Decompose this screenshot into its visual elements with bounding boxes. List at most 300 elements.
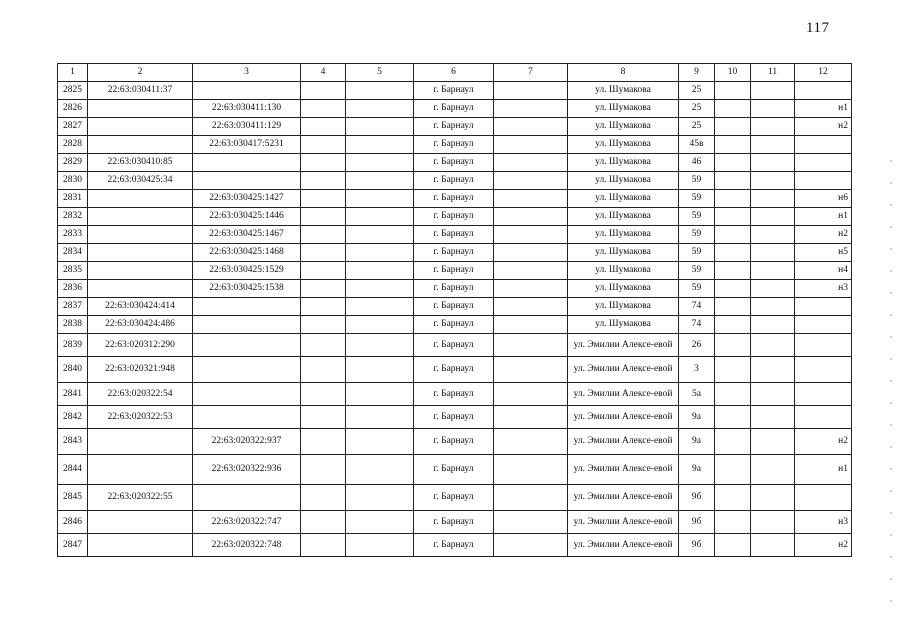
cadastral-number-cell	[88, 226, 193, 244]
empty-cell	[494, 190, 568, 208]
row-number-cell: 2832	[58, 208, 88, 226]
empty-cell	[715, 511, 751, 534]
empty-cell	[715, 383, 751, 406]
row-number-cell: 2828	[58, 136, 88, 154]
house-number-cell: 9б	[679, 511, 715, 534]
row-number-cell: 2840	[58, 357, 88, 383]
table-row	[58, 190, 852, 208]
cadastral-number-cell: 22:63:020322:53	[88, 406, 193, 429]
house-number-cell: 25	[679, 82, 715, 100]
house-number-cell: 25	[679, 118, 715, 136]
cadastral-number-premises-cell	[193, 298, 301, 316]
street-cell: ул. Шумакова	[568, 82, 679, 100]
cadastral-number-cell	[88, 455, 193, 485]
table-row	[58, 511, 852, 534]
registry-table	[57, 63, 852, 557]
cadastral-number-premises-cell	[193, 406, 301, 429]
empty-cell	[494, 429, 568, 455]
empty-cell	[715, 172, 751, 190]
header-row	[58, 64, 852, 82]
empty-cell	[751, 190, 795, 208]
street-cell: ул. Шумакова	[568, 226, 679, 244]
street-cell: ул. Шумакова	[568, 280, 679, 298]
empty-cell	[301, 298, 346, 316]
empty-cell	[751, 280, 795, 298]
premises-number-cell: н1	[795, 208, 852, 226]
cadastral-number-premises-cell: 22:63:030425:1529	[193, 262, 301, 280]
empty-cell	[301, 154, 346, 172]
premises-number-cell	[795, 357, 852, 383]
column-header: 1	[58, 64, 88, 82]
cadastral-number-premises-cell	[193, 82, 301, 100]
cadastral-number-premises-cell: 22:63:020322:748	[193, 534, 301, 557]
premises-number-cell: н5	[795, 244, 852, 262]
empty-cell	[301, 244, 346, 262]
cadastral-number-premises-cell	[193, 154, 301, 172]
table-row	[58, 334, 852, 357]
house-number-cell: 25	[679, 100, 715, 118]
cadastral-number-premises-cell: 22:63:030417:5231	[193, 136, 301, 154]
empty-cell	[346, 357, 414, 383]
row-number-cell: 2846	[58, 511, 88, 534]
empty-cell	[301, 334, 346, 357]
cadastral-number-premises-cell: 22:63:020322:747	[193, 511, 301, 534]
street-cell: ул. Эмилии Алексе-евой	[568, 511, 679, 534]
street-cell: ул. Эмилии Алексе-евой	[568, 406, 679, 429]
premises-number-cell: н2	[795, 534, 852, 557]
cadastral-number-cell	[88, 511, 193, 534]
empty-cell	[301, 316, 346, 334]
cadastral-number-cell	[88, 190, 193, 208]
table-row	[58, 316, 852, 334]
premises-number-cell: н3	[795, 511, 852, 534]
locality-cell: г. Барнаул	[414, 244, 494, 262]
cadastral-number-cell: 22:63:020322:55	[88, 485, 193, 511]
premises-number-cell	[795, 334, 852, 357]
house-number-cell: 9а	[679, 429, 715, 455]
empty-cell	[751, 534, 795, 557]
cadastral-number-premises-cell	[193, 334, 301, 357]
house-number-cell: 59	[679, 280, 715, 298]
empty-cell	[715, 334, 751, 357]
empty-cell	[494, 455, 568, 485]
house-number-cell: 59	[679, 190, 715, 208]
empty-cell	[346, 118, 414, 136]
premises-number-cell: н3	[795, 280, 852, 298]
cadastral-number-premises-cell	[193, 383, 301, 406]
empty-cell	[751, 298, 795, 316]
empty-cell	[715, 280, 751, 298]
cadastral-number-premises-cell: 22:63:020322:937	[193, 429, 301, 455]
locality-cell: г. Барнаул	[414, 298, 494, 316]
empty-cell	[346, 172, 414, 190]
empty-cell	[494, 262, 568, 280]
empty-cell	[751, 82, 795, 100]
row-number-cell: 2839	[58, 334, 88, 357]
empty-cell	[715, 316, 751, 334]
cadastral-number-cell: 22:63:030410:85	[88, 154, 193, 172]
locality-cell: г. Барнаул	[414, 208, 494, 226]
empty-cell	[751, 429, 795, 455]
table-body	[58, 82, 852, 557]
cadastral-number-cell: 22:63:030425:34	[88, 172, 193, 190]
street-cell: ул. Эмилии Алексе-евой	[568, 455, 679, 485]
street-cell: ул. Эмилии Алексе-евой	[568, 534, 679, 557]
house-number-cell: 5а	[679, 383, 715, 406]
row-number-cell: 2831	[58, 190, 88, 208]
house-number-cell: 59	[679, 208, 715, 226]
cadastral-number-premises-cell: 22:63:030425:1468	[193, 244, 301, 262]
empty-cell	[346, 280, 414, 298]
empty-cell	[751, 316, 795, 334]
house-number-cell: 74	[679, 316, 715, 334]
empty-cell	[494, 208, 568, 226]
empty-cell	[494, 406, 568, 429]
row-number-cell: 2834	[58, 244, 88, 262]
locality-cell: г. Барнаул	[414, 357, 494, 383]
empty-cell	[494, 118, 568, 136]
premises-number-cell	[795, 485, 852, 511]
house-number-cell: 59	[679, 262, 715, 280]
locality-cell: г. Барнаул	[414, 455, 494, 485]
page-number: 117	[806, 20, 830, 36]
column-header: 6	[414, 64, 494, 82]
row-number-cell: 2830	[58, 172, 88, 190]
cadastral-number-premises-cell	[193, 357, 301, 383]
column-header: 7	[494, 64, 568, 82]
empty-cell	[494, 334, 568, 357]
scan-margin-marks	[889, 150, 893, 620]
premises-number-cell	[795, 406, 852, 429]
empty-cell	[346, 244, 414, 262]
empty-cell	[494, 136, 568, 154]
row-number-cell: 2841	[58, 383, 88, 406]
house-number-cell: 46	[679, 154, 715, 172]
cadastral-number-cell: 22:63:020312:290	[88, 334, 193, 357]
table-row	[58, 262, 852, 280]
table-row	[58, 172, 852, 190]
street-cell: ул. Шумакова	[568, 190, 679, 208]
house-number-cell: 3	[679, 357, 715, 383]
street-cell: ул. Шумакова	[568, 136, 679, 154]
locality-cell: г. Барнаул	[414, 406, 494, 429]
cadastral-number-cell	[88, 100, 193, 118]
row-number-cell: 2829	[58, 154, 88, 172]
table-row	[58, 82, 852, 100]
empty-cell	[346, 226, 414, 244]
premises-number-cell: н2	[795, 429, 852, 455]
house-number-cell: 59	[679, 244, 715, 262]
table-row	[58, 208, 852, 226]
street-cell: ул. Эмилии Алексе-евой	[568, 383, 679, 406]
column-header: 5	[346, 64, 414, 82]
premises-number-cell: н2	[795, 226, 852, 244]
empty-cell	[301, 118, 346, 136]
empty-cell	[494, 357, 568, 383]
locality-cell: г. Барнаул	[414, 154, 494, 172]
cadastral-number-cell	[88, 262, 193, 280]
house-number-cell: 59	[679, 226, 715, 244]
cadastral-number-cell: 22:63:020321:948	[88, 357, 193, 383]
locality-cell: г. Барнаул	[414, 280, 494, 298]
empty-cell	[301, 100, 346, 118]
house-number-cell: 9б	[679, 534, 715, 557]
empty-cell	[494, 485, 568, 511]
row-number-cell: 2836	[58, 280, 88, 298]
empty-cell	[301, 82, 346, 100]
cadastral-number-premises-cell: 22:63:020322:936	[193, 455, 301, 485]
empty-cell	[715, 429, 751, 455]
premises-number-cell	[795, 316, 852, 334]
empty-cell	[301, 485, 346, 511]
street-cell: ул. Шумакова	[568, 298, 679, 316]
empty-cell	[301, 280, 346, 298]
cadastral-number-premises-cell: 22:63:030425:1467	[193, 226, 301, 244]
house-number-cell: 74	[679, 298, 715, 316]
premises-number-cell	[795, 172, 852, 190]
table-row	[58, 429, 852, 455]
row-number-cell: 2835	[58, 262, 88, 280]
table-row	[58, 118, 852, 136]
locality-cell: г. Барнаул	[414, 226, 494, 244]
table-row	[58, 154, 852, 172]
street-cell: ул. Шумакова	[568, 316, 679, 334]
cadastral-number-premises-cell: 22:63:030425:1538	[193, 280, 301, 298]
premises-number-cell: н2	[795, 118, 852, 136]
street-cell: ул. Шумакова	[568, 208, 679, 226]
empty-cell	[715, 100, 751, 118]
empty-cell	[751, 334, 795, 357]
empty-cell	[715, 208, 751, 226]
empty-cell	[751, 485, 795, 511]
cadastral-number-premises-cell: 22:63:030411:130	[193, 100, 301, 118]
locality-cell: г. Барнаул	[414, 383, 494, 406]
cadastral-number-cell	[88, 136, 193, 154]
table-row	[58, 298, 852, 316]
empty-cell	[715, 406, 751, 429]
house-number-cell: 45в	[679, 136, 715, 154]
empty-cell	[301, 136, 346, 154]
cadastral-number-cell: 22:63:020322:54	[88, 383, 193, 406]
locality-cell: г. Барнаул	[414, 100, 494, 118]
locality-cell: г. Барнаул	[414, 429, 494, 455]
locality-cell: г. Барнаул	[414, 511, 494, 534]
empty-cell	[301, 172, 346, 190]
street-cell: ул. Шумакова	[568, 118, 679, 136]
street-cell: ул. Эмилии Алексе-евой	[568, 485, 679, 511]
empty-cell	[751, 383, 795, 406]
cadastral-number-premises-cell	[193, 316, 301, 334]
empty-cell	[751, 226, 795, 244]
premises-number-cell: н1	[795, 455, 852, 485]
empty-cell	[715, 118, 751, 136]
cadastral-number-premises-cell: 22:63:030425:1427	[193, 190, 301, 208]
empty-cell	[346, 262, 414, 280]
empty-cell	[346, 82, 414, 100]
empty-cell	[751, 357, 795, 383]
empty-cell	[751, 136, 795, 154]
locality-cell: г. Барнаул	[414, 485, 494, 511]
locality-cell: г. Барнаул	[414, 118, 494, 136]
empty-cell	[494, 511, 568, 534]
empty-cell	[346, 406, 414, 429]
empty-cell	[494, 82, 568, 100]
locality-cell: г. Барнаул	[414, 190, 494, 208]
empty-cell	[715, 455, 751, 485]
empty-cell	[494, 154, 568, 172]
empty-cell	[751, 118, 795, 136]
street-cell: ул. Эмилии Алексе-евой	[568, 357, 679, 383]
column-header: 2	[88, 64, 193, 82]
empty-cell	[751, 455, 795, 485]
empty-cell	[494, 244, 568, 262]
empty-cell	[715, 485, 751, 511]
house-number-cell: 59	[679, 172, 715, 190]
table-row	[58, 100, 852, 118]
column-header: 9	[679, 64, 715, 82]
empty-cell	[346, 429, 414, 455]
row-number-cell: 2837	[58, 298, 88, 316]
column-header: 10	[715, 64, 751, 82]
premises-number-cell	[795, 136, 852, 154]
cadastral-number-cell	[88, 534, 193, 557]
empty-cell	[751, 262, 795, 280]
table-row	[58, 244, 852, 262]
empty-cell	[751, 511, 795, 534]
column-header: 4	[301, 64, 346, 82]
empty-cell	[301, 406, 346, 429]
row-number-cell: 2844	[58, 455, 88, 485]
locality-cell: г. Барнаул	[414, 316, 494, 334]
column-header: 8	[568, 64, 679, 82]
empty-cell	[751, 406, 795, 429]
house-number-cell: 26	[679, 334, 715, 357]
empty-cell	[346, 208, 414, 226]
empty-cell	[715, 534, 751, 557]
empty-cell	[301, 190, 346, 208]
column-header: 11	[751, 64, 795, 82]
column-header: 3	[193, 64, 301, 82]
row-number-cell: 2842	[58, 406, 88, 429]
cadastral-number-premises-cell: 22:63:030425:1446	[193, 208, 301, 226]
empty-cell	[346, 100, 414, 118]
table-row	[58, 226, 852, 244]
street-cell: ул. Шумакова	[568, 100, 679, 118]
cadastral-number-cell: 22:63:030424:486	[88, 316, 193, 334]
empty-cell	[301, 208, 346, 226]
house-number-cell: 9а	[679, 455, 715, 485]
street-cell: ул. Шумакова	[568, 262, 679, 280]
table-row	[58, 455, 852, 485]
empty-cell	[494, 316, 568, 334]
empty-cell	[301, 357, 346, 383]
table-row	[58, 383, 852, 406]
empty-cell	[346, 334, 414, 357]
premises-number-cell: н6	[795, 190, 852, 208]
empty-cell	[751, 208, 795, 226]
empty-cell	[715, 298, 751, 316]
locality-cell: г. Барнаул	[414, 534, 494, 557]
empty-cell	[715, 357, 751, 383]
empty-cell	[494, 534, 568, 557]
empty-cell	[346, 534, 414, 557]
empty-cell	[494, 100, 568, 118]
empty-cell	[494, 172, 568, 190]
row-number-cell: 2838	[58, 316, 88, 334]
premises-number-cell	[795, 154, 852, 172]
empty-cell	[346, 136, 414, 154]
cadastral-number-cell	[88, 429, 193, 455]
row-number-cell: 2833	[58, 226, 88, 244]
premises-number-cell: н1	[795, 100, 852, 118]
premises-number-cell	[795, 298, 852, 316]
empty-cell	[301, 262, 346, 280]
empty-cell	[715, 190, 751, 208]
street-cell: ул. Эмилии Алексе-евой	[568, 429, 679, 455]
cadastral-number-premises-cell	[193, 172, 301, 190]
street-cell: ул. Шумакова	[568, 172, 679, 190]
locality-cell: г. Барнаул	[414, 262, 494, 280]
empty-cell	[715, 226, 751, 244]
empty-cell	[301, 455, 346, 485]
row-number-cell: 2845	[58, 485, 88, 511]
street-cell: ул. Шумакова	[568, 154, 679, 172]
empty-cell	[346, 190, 414, 208]
empty-cell	[346, 455, 414, 485]
empty-cell	[346, 316, 414, 334]
empty-cell	[715, 262, 751, 280]
empty-cell	[715, 136, 751, 154]
empty-cell	[494, 226, 568, 244]
empty-cell	[494, 383, 568, 406]
street-cell: ул. Шумакова	[568, 244, 679, 262]
row-number-cell: 2827	[58, 118, 88, 136]
cadastral-number-premises-cell	[193, 485, 301, 511]
empty-cell	[301, 226, 346, 244]
empty-cell	[715, 154, 751, 172]
column-header: 12	[795, 64, 852, 82]
empty-cell	[301, 429, 346, 455]
cadastral-number-cell: 22:63:030424:414	[88, 298, 193, 316]
cadastral-number-cell	[88, 280, 193, 298]
cadastral-number-cell	[88, 208, 193, 226]
row-number-cell: 2843	[58, 429, 88, 455]
premises-number-cell	[795, 82, 852, 100]
table-row	[58, 534, 852, 557]
empty-cell	[301, 534, 346, 557]
empty-cell	[301, 511, 346, 534]
empty-cell	[715, 244, 751, 262]
locality-cell: г. Барнаул	[414, 82, 494, 100]
cadastral-number-cell	[88, 118, 193, 136]
empty-cell	[751, 244, 795, 262]
empty-cell	[301, 383, 346, 406]
house-number-cell: 9б	[679, 485, 715, 511]
empty-cell	[346, 485, 414, 511]
locality-cell: г. Барнаул	[414, 136, 494, 154]
empty-cell	[494, 298, 568, 316]
empty-cell	[751, 100, 795, 118]
row-number-cell: 2847	[58, 534, 88, 557]
empty-cell	[346, 383, 414, 406]
empty-cell	[346, 298, 414, 316]
premises-number-cell: н4	[795, 262, 852, 280]
table-row	[58, 406, 852, 429]
empty-cell	[346, 511, 414, 534]
table-row	[58, 280, 852, 298]
table-row	[58, 357, 852, 383]
empty-cell	[494, 280, 568, 298]
